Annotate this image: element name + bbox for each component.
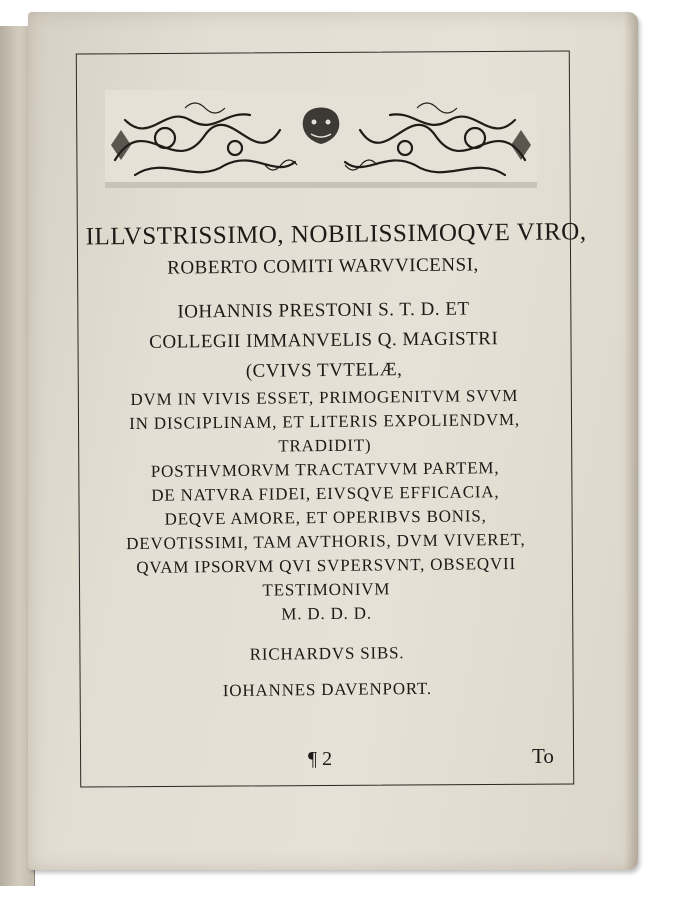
dedication-text [83, 216, 587, 705]
dedication-line-7: IN DISCIPLINAM, ET LITERIS EXPOLIENDVM, [129, 409, 521, 434]
catchword: To [532, 744, 554, 768]
dedication-line-4: COLLEGII IMMANVELIS Q. MAGISTRI [149, 328, 499, 353]
dedication-line-6: DVM IN VIVIS ESSET, PRIMOGENITVM SVVM [130, 385, 519, 410]
dedication-line-8: TRADIDIT) [278, 435, 372, 456]
dedication-line-15: M. D. D. D. [281, 603, 372, 624]
dedication-line-5: (CVIVS TVTELÆ, [245, 359, 403, 382]
dedication-line-3: IOHANNIS PRESTONI S. T. D. ET [177, 298, 470, 323]
dedication-line-9: POSTHVMORVM TRACTATVVM PARTEM, [150, 458, 500, 481]
dedication-line-10: DE NATVRA FIDEI, EIVSQVE EFFICACIA, [151, 482, 500, 505]
ornamental-headpiece [105, 90, 537, 188]
dedication-line-11: DEQVE AMORE, ET OPERIBVS BONIS, [164, 506, 487, 529]
signature-mark: ¶ 2 [308, 748, 333, 770]
dedication-line-13: QVAM IPSORVM QVI SVPERSVNT, OBSEQVII [136, 554, 516, 577]
dedication-addressee-line: ROBERTO COMITI WARVVICENSI, [167, 254, 479, 279]
dedication-line-14: TESTIMONIVM [262, 579, 391, 600]
dedication-line-12: DEVOTISSIMI, TAM AVTHORIS, DVM VIVERET, [126, 529, 526, 554]
dedication-title-line: ILLVSTRISSIMO, NOBILISSIMOQVE VIRO, [85, 218, 587, 251]
signer-davenport: IOHANNES DAVENPORT. [222, 678, 433, 701]
signer-sibs: RICHARDVS SIBS. [249, 643, 405, 664]
